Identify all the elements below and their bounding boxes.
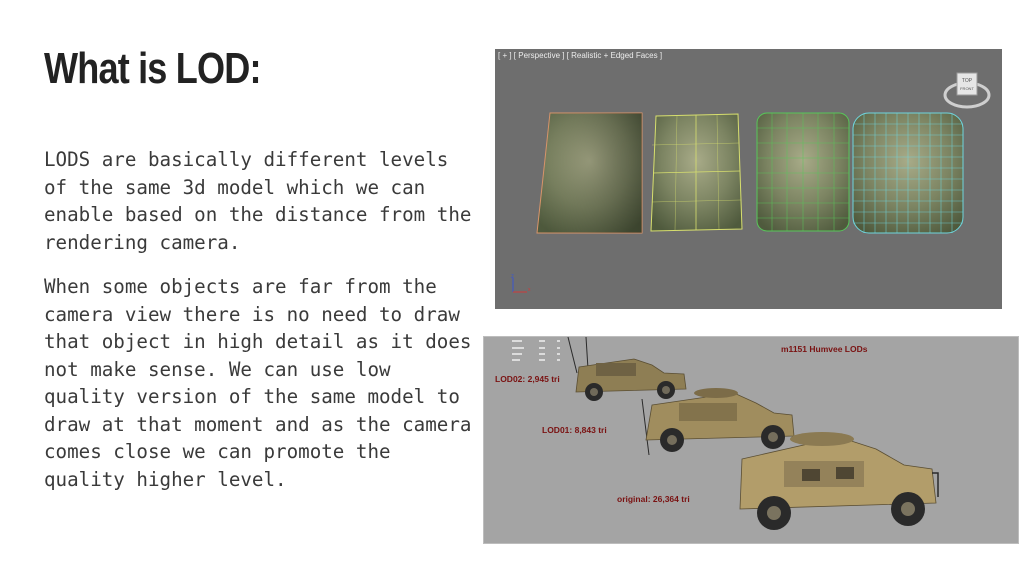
paragraph-lods-definition: LODS are basically different levels of the same 3d model which we can enable based on the distance from the rendering camera. xyxy=(44,148,472,254)
humvee-lods-image xyxy=(483,336,1019,544)
viewport-lod-cubes-image xyxy=(495,49,1002,309)
slide-title: What is LOD: xyxy=(44,44,261,93)
original-label: original: 26,364 tri xyxy=(617,494,690,504)
cube-lod-high xyxy=(757,113,849,231)
cube-lod-low xyxy=(537,113,642,233)
paragraph-lods-usage: When some objects are far from the camera view there is no need to draw that object in high detail as it does not make sense. We can use low quality version of the same model to draw at that moment and as the camera comes close we can promote the quality higher level. xyxy=(44,275,472,491)
axis-gizmo-icon xyxy=(511,274,531,293)
axis-z-label: z xyxy=(511,274,514,280)
viewcube-icon[interactable] xyxy=(945,73,989,107)
cube-lod-medium xyxy=(651,114,742,231)
lod01-label: LOD01: 8,843 tri xyxy=(542,425,607,435)
viewcube-front-label: FRONT xyxy=(960,86,974,91)
lod02-label: LOD02: 2,945 tri xyxy=(495,374,560,384)
stats-table xyxy=(512,340,560,361)
axis-x-label: x xyxy=(528,287,531,293)
viewcube-top-label: TOP xyxy=(961,78,973,84)
humvee-illustration xyxy=(484,337,1020,545)
humvee-title: m1151 Humvee LODs xyxy=(781,344,868,354)
viewport-label: [ + ] [ Perspective ] [ Realistic + Edged Faces ] xyxy=(498,51,663,60)
humvee-lod02 xyxy=(576,359,686,401)
cube-lod-original xyxy=(853,113,963,233)
lod-cubes-illustration xyxy=(495,49,1002,309)
